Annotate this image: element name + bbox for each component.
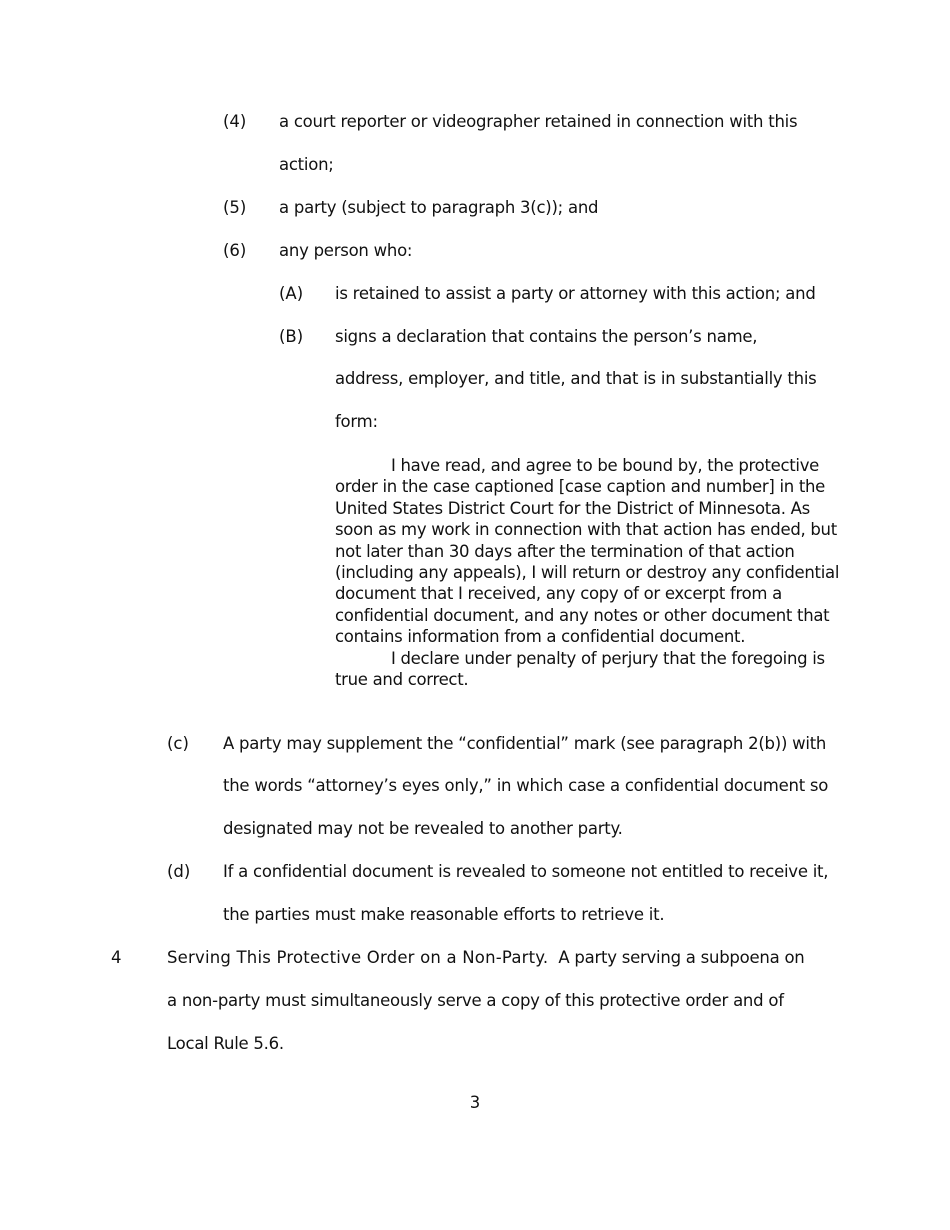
page-number: 3	[469, 1093, 481, 1112]
item-6-text: any person who:	[279, 241, 413, 260]
item-6-label: (6)	[223, 241, 247, 260]
section-4-line-3: Local Rule 5.6.	[167, 1034, 284, 1053]
item-4-text-line-2: action;	[279, 155, 334, 174]
item-5-label: (5)	[223, 198, 247, 217]
subitem-a-label: (A)	[279, 284, 304, 303]
declaration-paragraph-2: I declare under penalty of perjury that the foregoing is true and correct.	[335, 648, 825, 690]
paragraph-c-line-3: designated may not be revealed to another party.	[223, 819, 623, 838]
declaration-paragraph-1: I have read, and agree to be bound by, the protective order in the case captioned [case caption and number] in the United States District Court for the District of Minnesota. As soon as my work in connection with that action has ended, but not later than 30 days after the termination of that action (including any appeals), I will return or destroy any confidential document that I received, any copy of or excerpt from a confidential document, and any notes or other document that contains information from a confidential document.	[335, 456, 840, 647]
paragraph-d-label: (d)	[167, 862, 191, 881]
declaration-block-quote	[335, 455, 840, 690]
paragraph-c-line-1: A party may supplement the “confidential” mark (see paragraph 2(b)) with	[223, 734, 827, 753]
paragraph-c-label: (c)	[167, 734, 189, 753]
subitem-b-text-line-1: signs a declaration that contains the person’s name,	[335, 327, 758, 346]
section-4-heading: Serving This Protective Order on a Non-Party.	[167, 948, 549, 967]
paragraph-c-line-2: the words “attorney’s eyes only,” in which case a confidential document so	[223, 776, 829, 795]
subitem-b-text-line-2: address, employer, and title, and that is in substantially this	[335, 369, 817, 388]
subitem-b-text-line-3: form:	[335, 412, 378, 431]
paragraph-d-line-1: If a confidential document is revealed to someone not entitled to receive it,	[223, 862, 829, 881]
paragraph-d-line-2: the parties must make reasonable efforts to retrieve it.	[223, 905, 665, 924]
item-5-text: a party (subject to paragraph 3(c)); and	[279, 198, 599, 217]
section-4-line-1	[167, 948, 805, 968]
subitem-a-text: is retained to assist a party or attorney with this action; and	[335, 284, 816, 303]
section-4-line-1-rest: A party serving a subpoena on	[558, 948, 805, 967]
section-4-number: 4	[111, 948, 122, 967]
item-4-text-line-1: a court reporter or videographer retained in connection with this	[279, 112, 798, 131]
item-4-label: (4)	[223, 112, 247, 131]
section-4-line-2: a non-party must simultaneously serve a copy of this protective order and of	[167, 991, 784, 1010]
subitem-b-label: (B)	[279, 327, 304, 346]
